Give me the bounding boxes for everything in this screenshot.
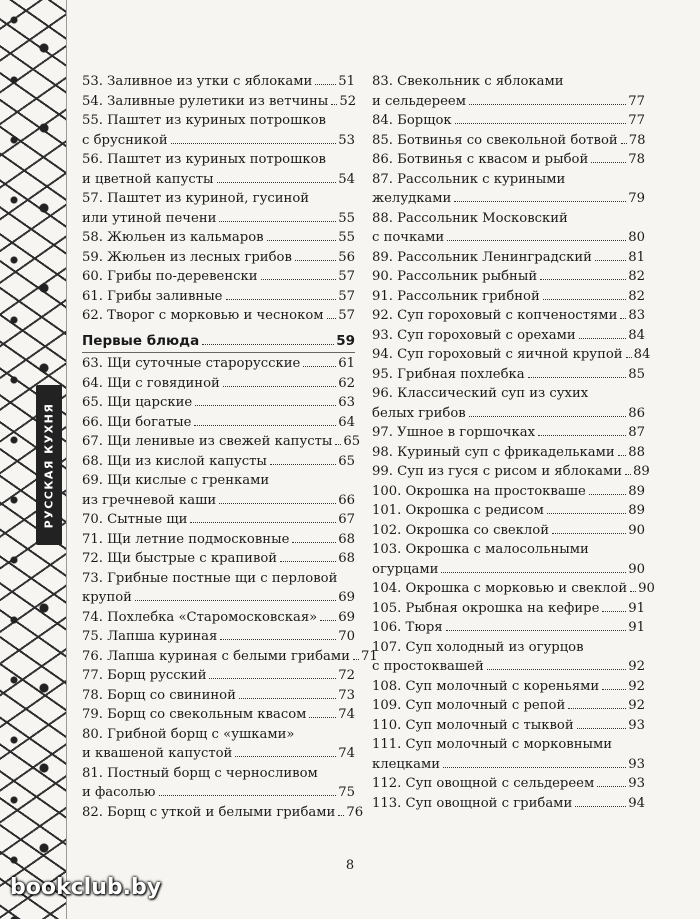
toc-entry — [372, 248, 645, 268]
toc-entry-title: 78. Борщ со свининой — [82, 687, 236, 703]
toc-entry-title: 97. Ушное в горшочках — [372, 425, 536, 440]
toc-page-number: 57 — [338, 288, 355, 304]
toc-entry — [82, 666, 355, 686]
toc-leader-dots — [540, 279, 626, 280]
toc-entry — [82, 510, 355, 530]
toc-entry — [372, 696, 645, 716]
toc-leader-dots — [447, 240, 626, 241]
toc-entry — [82, 764, 355, 803]
toc-page-number: 66 — [338, 492, 355, 508]
toc-page-number: 71 — [360, 648, 378, 664]
toc-page-number: 92 — [628, 678, 645, 694]
toc-entry-title: 83. Свекольник с яблоками — [372, 74, 564, 89]
toc-page-number: 77 — [628, 113, 645, 128]
site-watermark: bookclub.by — [10, 875, 162, 900]
toc-entry-title: 90. Рассольник рыбный — [372, 269, 538, 284]
toc-entry — [372, 267, 645, 287]
toc-entry-title: 88. Рассольник Московский — [372, 210, 568, 226]
toc-entry — [82, 92, 355, 112]
toc-entry — [372, 111, 645, 131]
toc-entry — [372, 579, 655, 599]
toc-entry-title: или утиной печени — [82, 210, 217, 226]
toc-leader-dots — [190, 522, 336, 523]
toc-leader-dots — [595, 260, 626, 261]
toc-leader-dots — [577, 728, 627, 729]
toc-page-number: 89 — [633, 464, 650, 479]
toc-page-number: 84 — [628, 327, 645, 343]
toc-page-number: 65 — [338, 453, 355, 469]
toc-entry-title: 107. Суп холодный из огурцов — [372, 639, 584, 655]
toc-leader-dots — [270, 464, 336, 465]
toc-entry — [82, 111, 355, 150]
toc-leader-dots — [630, 591, 636, 592]
toc-entry-title: 109. Суп молочный с репой — [372, 698, 566, 713]
toc-leader-dots — [223, 386, 336, 387]
toc-page-number: 85 — [628, 366, 645, 382]
toc-entry-title: 80. Грибной борщ с «ушками» — [82, 726, 295, 742]
toc-entry-title: 64. Щи с говядиной — [82, 375, 220, 391]
toc-entry — [372, 716, 645, 736]
toc-leader-dots — [469, 104, 626, 105]
toc-entry — [372, 443, 645, 463]
toc-entry-title: 59. Жюльен из лесных грибов — [82, 249, 292, 265]
toc-entry-title: желудками — [372, 191, 452, 206]
toc-entry — [82, 150, 355, 189]
toc-entry — [82, 228, 355, 248]
toc-page-number: 75 — [338, 785, 355, 800]
toc-entry-title: с почками — [372, 230, 445, 245]
toc-entry-title: огурцами — [372, 561, 439, 577]
book-section-label-text: РУССКАЯ КУХНЯ — [42, 402, 56, 528]
toc-entry-title: 102. Окрошка со свеклой — [372, 522, 550, 538]
toc-left-column — [82, 72, 378, 822]
toc-entry-title: 74. Похлебка «Старомосковская» — [82, 609, 318, 625]
toc-page-number: 57 — [338, 308, 355, 323]
toc-entry — [372, 72, 645, 111]
toc-entry-title: белых грибов — [372, 405, 466, 421]
page-number: 8 — [345, 858, 355, 873]
toc-entry — [372, 209, 645, 248]
toc-page-number: 84 — [633, 347, 651, 362]
toc-entry — [82, 530, 355, 550]
toc-entry-title: 89. Рассольник Ленинградский — [372, 249, 592, 265]
toc-leader-dots — [315, 84, 336, 85]
toc-entry-title: 111. Суп молочный с морковными — [372, 737, 613, 752]
toc-entry-title: 54. Заливные рулетики из ветчины — [82, 93, 329, 109]
toc-leader-dots — [487, 669, 626, 670]
toc-entry — [82, 393, 355, 413]
toc-leader-dots — [602, 689, 626, 690]
toc-entry — [372, 638, 645, 677]
toc-page-number: 92 — [628, 659, 645, 674]
toc-entry-title: 87. Рассольник с куриными — [372, 171, 566, 187]
toc-entry-title: 60. Грибы по-деревенски — [82, 269, 258, 284]
toc-leader-dots — [543, 299, 626, 300]
toc-page-number: 91 — [628, 600, 645, 616]
toc-entry-title: 68. Щи из кислой капусты — [82, 453, 267, 469]
toc-entry — [82, 803, 364, 823]
toc-entry — [82, 72, 355, 92]
toc-entry-title: Первые блюда — [82, 332, 200, 349]
toc-leader-dots — [280, 561, 336, 562]
toc-leader-dots — [353, 659, 359, 660]
toc-page-number: 80 — [628, 230, 645, 245]
toc-page-number: 72 — [338, 668, 355, 683]
toc-entry — [82, 647, 378, 667]
toc-leader-dots — [446, 630, 627, 631]
toc-leader-dots — [552, 533, 626, 534]
toc-entry-title: 73. Грибные постные щи с перловой — [82, 570, 338, 586]
toc-entry — [82, 569, 355, 608]
toc-entry-title: 58. Жюльен из кальмаров — [82, 230, 264, 245]
toc-page-number: 91 — [628, 620, 645, 635]
toc-entry-title: 55. Паштет из куриных потрошков — [82, 113, 326, 128]
toc-leader-dots — [159, 795, 337, 796]
toc-page-number: 67 — [338, 512, 355, 527]
toc-entry-title: и сельдереем — [372, 93, 466, 109]
toc-entry — [82, 267, 355, 287]
toc-entry — [372, 501, 645, 521]
toc-entry-title: 95. Грибная похлебка — [372, 366, 525, 382]
toc-entry-title: 94. Суп гороховый с яичной крупой — [372, 347, 623, 362]
toc-entry-title: 77. Борщ русский — [82, 668, 207, 683]
toc-page-number: 69 — [338, 609, 355, 625]
toc-page-number: 56 — [338, 249, 355, 265]
toc-leader-dots — [267, 240, 337, 241]
toc-leader-dots — [575, 806, 626, 807]
toc-entry-title: и фасолью — [82, 785, 156, 800]
toc-page-number: 88 — [628, 444, 645, 460]
toc-entry — [82, 374, 355, 394]
toc-entry-title: 106. Тюря — [372, 620, 443, 635]
toc-entry — [82, 189, 355, 228]
toc-entry-title: 70. Сытные щи — [82, 512, 188, 527]
toc-page-number: 62 — [338, 375, 355, 391]
toc-leader-dots — [626, 357, 632, 358]
toc-page-number: 57 — [338, 269, 355, 284]
toc-entry — [82, 608, 355, 628]
toc-page-number: 78 — [628, 132, 646, 148]
toc-leader-dots — [338, 815, 344, 816]
toc-leader-dots — [589, 494, 626, 495]
toc-page-number: 81 — [628, 249, 645, 265]
toc-leader-dots — [443, 767, 626, 768]
toc-entry — [372, 482, 645, 502]
toc-entry — [82, 549, 355, 569]
toc-page-number: 82 — [628, 288, 645, 304]
toc-leader-dots — [309, 717, 336, 718]
toc-entry — [372, 384, 645, 423]
toc-entry — [82, 248, 355, 268]
toc-entry-title: 91. Рассольник грибной — [372, 288, 540, 304]
toc-leader-dots — [602, 611, 626, 612]
toc-entry-title: 79. Борщ со свекольным квасом — [82, 707, 307, 722]
toc-entry — [372, 365, 645, 385]
toc-page-number: 70 — [338, 629, 355, 644]
toc-entry — [372, 462, 650, 482]
toc-entry — [82, 686, 355, 706]
toc-page-number: 93 — [628, 776, 645, 791]
toc-leader-dots — [171, 143, 337, 144]
toc-leader-dots — [295, 260, 336, 261]
toc-page-number: 63 — [338, 395, 355, 410]
toc-leader-dots — [226, 299, 337, 300]
toc-page-number: 87 — [628, 425, 645, 440]
toc-entry-title: 81. Постный борщ с черносливом — [82, 765, 318, 781]
toc-entry — [82, 413, 355, 433]
toc-leader-dots — [303, 366, 336, 367]
toc-leader-dots — [621, 143, 627, 144]
toc-entry-title: 62. Творог с морковью и чесноком — [82, 308, 324, 323]
toc-entry-title: 92. Суп гороховый с копченостями — [372, 308, 618, 323]
toc-page-number: 68 — [338, 551, 355, 566]
toc-entry — [372, 677, 645, 697]
toc-leader-dots — [579, 338, 627, 339]
toc-page-number: 82 — [628, 269, 645, 284]
toc-entry — [372, 131, 645, 151]
toc-entry-title: с простоквашей — [372, 659, 484, 674]
toc-page-number: 54 — [338, 171, 355, 187]
toc-entry-title: 112. Суп овощной с сельдереем — [372, 776, 595, 791]
toc-entry — [82, 306, 355, 326]
toc-leader-dots — [292, 542, 336, 543]
toc-entry — [372, 170, 645, 209]
toc-leader-dots — [528, 377, 627, 378]
toc-leader-dots — [135, 600, 336, 601]
toc-page-number: 65 — [343, 434, 361, 449]
toc-entry-title: 93. Суп гороховый с орехами — [372, 327, 576, 343]
toc-leader-dots — [620, 318, 626, 319]
toc-page-number: 86 — [628, 405, 645, 421]
toc-leader-dots — [454, 201, 626, 202]
toc-leader-dots — [217, 182, 337, 183]
toc-leader-dots — [547, 513, 626, 514]
toc-entry — [372, 306, 645, 326]
toc-entry — [82, 471, 355, 510]
toc-leader-dots — [597, 786, 626, 787]
toc-page-number: 94 — [628, 795, 645, 811]
toc-right-column — [372, 72, 655, 813]
toc-leader-dots — [202, 344, 334, 345]
toc-leader-dots — [194, 425, 336, 426]
toc-leader-dots — [455, 123, 627, 124]
toc-entry — [372, 287, 645, 307]
toc-leader-dots — [591, 162, 626, 163]
toc-leader-dots — [219, 503, 336, 504]
toc-leader-dots — [219, 221, 336, 222]
toc-leader-dots — [327, 318, 337, 319]
toc-entry — [372, 521, 645, 541]
toc-leader-dots — [261, 279, 337, 280]
toc-page-number: 73 — [338, 687, 355, 703]
toc-entry — [372, 599, 645, 619]
toc-entry — [372, 326, 645, 346]
toc-page-number: 90 — [638, 581, 655, 596]
toc-entry-title: 67. Щи ленивые из свежей капусты — [82, 434, 333, 449]
toc-entry — [82, 705, 355, 725]
toc-entry-title: 84. Борщок — [372, 113, 452, 128]
toc-page-number: 93 — [628, 717, 645, 733]
toc-entry-title: 75. Лапша куриная — [82, 629, 218, 644]
toc-entry-title: 96. Классический суп из сухих — [372, 386, 589, 401]
toc-page-number: 77 — [628, 93, 645, 109]
toc-leader-dots — [538, 435, 626, 436]
toc-entry-title: 72. Щи быстрые с крапивой — [82, 551, 278, 566]
toc-entry-title: 82. Борщ с уткой и белыми грибами — [82, 804, 336, 820]
toc-entry-title: 86. Ботвинья с квасом и рыбой — [372, 152, 589, 167]
book-section-label — [36, 385, 62, 545]
toc-entry-title: 100. Окрошка на простокваше — [372, 483, 586, 499]
toc-entry — [372, 423, 645, 443]
toc-leader-dots — [239, 698, 336, 699]
toc-page-number: 74 — [338, 746, 355, 761]
toc-page-number: 79 — [628, 191, 645, 206]
toc-entry-title: 113. Суп овощной с грибами — [372, 795, 573, 811]
toc-entry-title: 57. Паштет из куриной, гусиной — [82, 191, 310, 206]
toc-leader-dots — [568, 708, 626, 709]
toc-entry — [372, 618, 645, 638]
toc-entry — [372, 774, 645, 794]
toc-entry-title: 99. Суп из гуся с рисом и яблоками — [372, 464, 623, 479]
toc-page-number: 90 — [628, 522, 645, 538]
toc-leader-dots — [209, 678, 336, 679]
toc-entry-title: 65. Щи царские — [82, 395, 193, 410]
toc-page-number: 53 — [338, 132, 355, 148]
toc-leader-dots — [320, 620, 336, 621]
toc-leader-dots — [441, 572, 626, 573]
toc-entry-title: 66. Щи богатые — [82, 414, 192, 430]
toc-entry-title: 103. Окрошка с малосольными — [372, 542, 589, 557]
toc-page-number: 55 — [338, 230, 355, 245]
toc-page-number: 93 — [628, 756, 645, 772]
toc-entry — [82, 287, 355, 307]
toc-page-number: 89 — [628, 503, 645, 518]
toc-page-number: 52 — [339, 93, 357, 109]
toc-entry-title: крупой — [82, 590, 132, 605]
toc-entry-title: 101. Окрошка с редисом — [372, 503, 544, 518]
toc-page-number: 78 — [628, 152, 645, 167]
toc-entry — [82, 452, 355, 472]
toc-page-number: 68 — [338, 531, 355, 547]
toc-page-number: 74 — [338, 707, 355, 722]
toc-leader-dots — [235, 756, 336, 757]
toc-entry-title: 56. Паштет из куриных потрошков — [82, 152, 326, 167]
toc-section-heading — [82, 332, 355, 354]
toc-page-number: 90 — [628, 561, 645, 577]
toc-entry-title: и цветной капусты — [82, 171, 214, 187]
toc-page-number: 92 — [628, 698, 645, 713]
toc-entry-title: 110. Суп молочный с тыквой — [372, 717, 574, 733]
toc-entry-title: 105. Рыбная окрошка на кефире — [372, 600, 600, 616]
toc-entry-title: клецками — [372, 756, 441, 772]
toc-entry-title: с брусникой — [82, 132, 168, 148]
section-underline — [82, 352, 355, 353]
toc-leader-dots — [469, 416, 627, 417]
toc-leader-dots — [331, 104, 337, 105]
toc-page-number: 76 — [346, 804, 364, 820]
toc-leader-dots — [335, 444, 341, 445]
toc-entry — [372, 735, 645, 774]
toc-page-number: 61 — [338, 356, 355, 371]
toc-entry — [372, 794, 645, 814]
toc-entry-title: 85. Ботвинья со свекольной ботвой — [372, 132, 618, 148]
toc-leader-dots — [618, 455, 627, 456]
toc-leader-dots — [220, 639, 336, 640]
toc-entry — [372, 345, 651, 365]
toc-entry-title: 104. Окрошка с морковью и свеклой — [372, 581, 628, 596]
toc-page-number: 89 — [628, 483, 645, 499]
toc-entry — [82, 432, 361, 452]
toc-page-number: 59 — [336, 332, 355, 349]
toc-entry-title: из гречневой каши — [82, 492, 217, 508]
toc-entry — [82, 627, 355, 647]
toc-entry-title: 53. Заливное из утки с яблоками — [82, 74, 313, 89]
toc-entry — [372, 540, 645, 579]
toc-page-number: 69 — [338, 590, 355, 605]
toc-page-number: 51 — [338, 74, 355, 89]
toc-page-number: 64 — [338, 414, 355, 430]
toc-entry — [82, 354, 355, 374]
toc-entry-title: 76. Лапша куриная с белыми грибами — [82, 648, 350, 664]
toc-entry-title: 108. Суп молочный с кореньями — [372, 678, 600, 694]
toc-page-number: 83 — [628, 308, 646, 323]
toc-leader-dots — [625, 474, 631, 475]
toc-entry-title: 71. Щи летние подмосковные — [82, 531, 290, 547]
toc-entry-title: и квашеной капустой — [82, 746, 233, 761]
toc-entry-title: 63. Щи суточные староруcские — [82, 356, 301, 371]
toc-entry — [372, 150, 645, 170]
toc-page-number: 55 — [338, 210, 355, 226]
toc-entry-title: 61. Грибы заливные — [82, 288, 223, 304]
toc-entry-title: 98. Куриный суп с фрикадельками — [372, 444, 615, 460]
toc-entry-title: 69. Щи кислые с гренками — [82, 473, 270, 488]
toc-entry — [82, 725, 355, 764]
toc-leader-dots — [195, 405, 336, 406]
